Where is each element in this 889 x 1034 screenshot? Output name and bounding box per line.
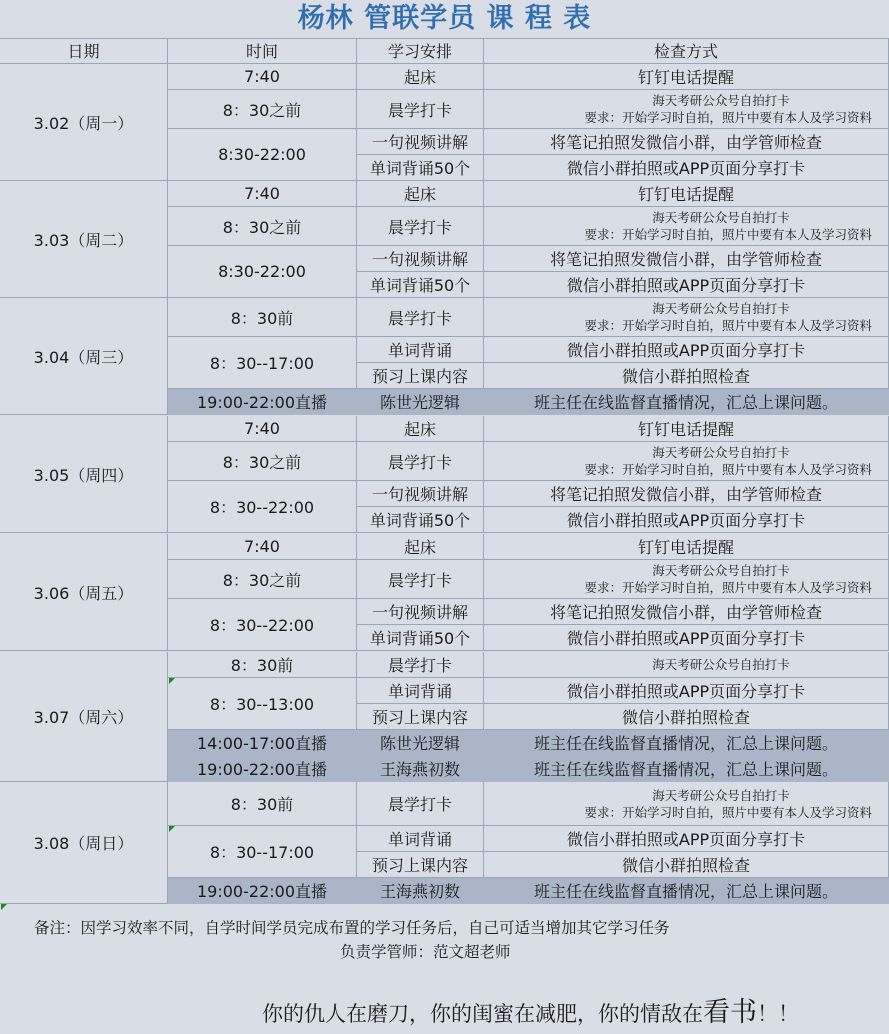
check-requirement: 要求：开始学习时自拍，照片中要有本人及学习资料 [584, 110, 872, 125]
time-cell: 7:40 [168, 534, 357, 560]
check-cell: 微信小群拍照或APP页面分享打卡 [484, 272, 889, 298]
comment-marker [169, 678, 175, 684]
date-cell: 3.02（周一） [0, 64, 168, 181]
check-cell: 钉钉电话提醒 [484, 64, 889, 90]
check-cell: 将笔记拍照发微信小群，由学管师检查 [484, 246, 889, 272]
time-cell: 8：30--13:00 [168, 678, 357, 730]
time-cell: 8：30--22:00 [168, 599, 357, 651]
check-cell: 钉钉电话提醒 [484, 181, 889, 207]
plan-cell: 单词背诵50个 [357, 507, 484, 533]
time-cell: 8：30之前 [168, 442, 357, 481]
date-cell: 3.07（周六） [0, 652, 168, 782]
check-cell: 班主任在线监督直播情况，汇总上课问题。 [484, 389, 889, 415]
check-cell: 班主任在线监督直播情况，汇总上课问题。 [484, 756, 889, 782]
plan-cell: 单词背诵50个 [357, 155, 484, 181]
check-cell: 微信小群拍照或APP页面分享打卡 [484, 625, 889, 651]
motto-text: 你的仇人在磨刀，你的闺蜜在减肥，你的情敌在 [262, 1003, 703, 1026]
plan-cell: 晨学打卡 [357, 207, 484, 246]
check-cell: 微信小群拍照或APP页面分享打卡 [484, 678, 889, 704]
plan-cell: 预习上课内容 [357, 852, 484, 878]
time-cell: 8：30前 [168, 652, 357, 678]
page-title: 杨林 管联学员 课 程 表 [0, 0, 889, 39]
plan-cell: 起床 [357, 534, 484, 560]
plan-cell: 单词背诵50个 [357, 272, 484, 298]
check-cell: 班主任在线监督直播情况，汇总上课问题。 [484, 878, 889, 904]
check-line: 海天考研公众号自拍打卡 [652, 93, 790, 108]
check-cell: 将笔记拍照发微信小群，由学管师检查 [484, 129, 889, 155]
check-cell [484, 782, 889, 826]
time-cell: 14:00-17:00直播 [168, 730, 357, 756]
plan-cell: 起床 [357, 416, 484, 442]
header-date: 日期 [0, 38, 168, 64]
plan-cell: 晨学打卡 [357, 442, 484, 481]
check-cell: 将笔记拍照发微信小群，由学管师检查 [484, 481, 889, 507]
check-cell: 微信小群拍照检查 [484, 852, 889, 878]
plan-cell: 晨学打卡 [357, 782, 484, 826]
date-cell: 3.08（周日） [0, 782, 168, 904]
check-line: 海天考研公众号自拍打卡 [652, 210, 790, 225]
check-cell: 微信小群拍照或APP页面分享打卡 [484, 337, 889, 363]
check-cell [484, 90, 889, 129]
time-cell: 8:30-22:00 [168, 246, 357, 298]
check-line: 海天考研公众号自拍打卡 [652, 657, 790, 672]
time-cell: 8：30--22:00 [168, 481, 357, 533]
check-line: 海天考研公众号自拍打卡 [652, 301, 790, 316]
check-line: 海天考研公众号自拍打卡 [652, 563, 790, 578]
check-cell [484, 298, 889, 337]
header-check: 检查方式 [484, 38, 889, 64]
note-manager: 负责学管师：范文超老师 [340, 943, 511, 961]
time-cell: 8：30之前 [168, 207, 357, 246]
plan-cell: 王海燕初数 [357, 756, 484, 782]
motto-end: ！！ [757, 1003, 799, 1026]
check-requirement: 要求：开始学习时自拍，照片中要有本人及学习资料 [584, 227, 872, 242]
time-cell: 19:00-22:00直播 [168, 756, 357, 782]
header-time: 时间 [168, 38, 357, 64]
date-cell: 3.05（周四） [0, 416, 168, 533]
check-requirement: 要求：开始学习时自拍，照片中要有本人及学习资料 [584, 462, 872, 477]
plan-cell: 一句视频讲解 [357, 481, 484, 507]
plan-cell: 王海燕初数 [357, 878, 484, 904]
time-cell: 8:30-22:00 [168, 129, 357, 181]
time-cell: 8：30--17:00 [168, 337, 357, 389]
time-cell: 8：30--17:00 [168, 826, 357, 878]
time-cell: 8：30前 [168, 782, 357, 826]
time-cell: 8：30之前 [168, 90, 357, 129]
time-cell: 8：30之前 [168, 560, 357, 599]
check-cell: 微信小群拍照或APP页面分享打卡 [484, 155, 889, 181]
check-cell: 微信小群拍照检查 [484, 704, 889, 730]
check-cell: 钉钉电话提醒 [484, 534, 889, 560]
check-cell: 钉钉电话提醒 [484, 416, 889, 442]
plan-cell: 一句视频讲解 [357, 599, 484, 625]
motto [262, 990, 799, 1029]
check-line: 海天考研公众号自拍打卡 [652, 787, 790, 803]
plan-cell: 晨学打卡 [357, 298, 484, 337]
plan-cell: 陈世光逻辑 [357, 389, 484, 415]
time-cell: 8：30前 [168, 298, 357, 337]
plan-cell: 起床 [357, 64, 484, 90]
check-requirement: 要求：开始学习时自拍，照片中要有本人及学习资料 [584, 804, 872, 820]
time-cell: 7:40 [168, 181, 357, 207]
date-cell: 3.03（周二） [0, 181, 168, 298]
plan-cell: 晨学打卡 [357, 90, 484, 129]
plan-cell: 单词背诵 [357, 337, 484, 363]
time-cell: 19:00-22:00直播 [168, 389, 357, 415]
plan-cell: 晨学打卡 [357, 560, 484, 599]
check-cell [484, 652, 889, 678]
motto-emphasis: 看书 [703, 997, 757, 1027]
plan-cell: 晨学打卡 [357, 652, 484, 678]
check-cell: 微信小群拍照或APP页面分享打卡 [484, 507, 889, 533]
date-cell: 3.06（周五） [0, 534, 168, 651]
check-cell: 微信小群拍照检查 [484, 363, 889, 389]
check-cell: 班主任在线监督直播情况，汇总上课问题。 [484, 730, 889, 756]
check-requirement: 要求：开始学习时自拍，照片中要有本人及学习资料 [584, 580, 872, 595]
time-cell: 7:40 [168, 64, 357, 90]
check-cell [484, 560, 889, 599]
check-cell [484, 207, 889, 246]
plan-cell: 单词背诵 [357, 826, 484, 852]
check-cell: 将笔记拍照发微信小群，由学管师检查 [484, 599, 889, 625]
plan-cell: 预习上课内容 [357, 704, 484, 730]
header-plan: 学习安排 [357, 38, 484, 64]
check-line: 海天考研公众号自拍打卡 [652, 445, 790, 460]
plan-cell: 一句视频讲解 [357, 129, 484, 155]
plan-cell: 起床 [357, 181, 484, 207]
plan-cell: 陈世光逻辑 [357, 730, 484, 756]
check-cell [484, 442, 889, 481]
time-cell: 19:00-22:00直播 [168, 878, 357, 904]
plan-cell: 一句视频讲解 [357, 246, 484, 272]
comment-marker [169, 826, 175, 832]
time-cell: 7:40 [168, 416, 357, 442]
date-cell: 3.04（周三） [0, 298, 168, 415]
check-cell: 微信小群拍照或APP页面分享打卡 [484, 826, 889, 852]
plan-cell: 单词背诵 [357, 678, 484, 704]
check-requirement: 要求：开始学习时自拍，照片中要有本人及学习资料 [584, 318, 872, 333]
plan-cell: 预习上课内容 [357, 363, 484, 389]
note-remark: 备注：因学习效率不同，自学时间学员完成布置的学习任务后，自己可适当增加其它学习任务 [34, 919, 670, 937]
plan-cell: 单词背诵50个 [357, 625, 484, 651]
